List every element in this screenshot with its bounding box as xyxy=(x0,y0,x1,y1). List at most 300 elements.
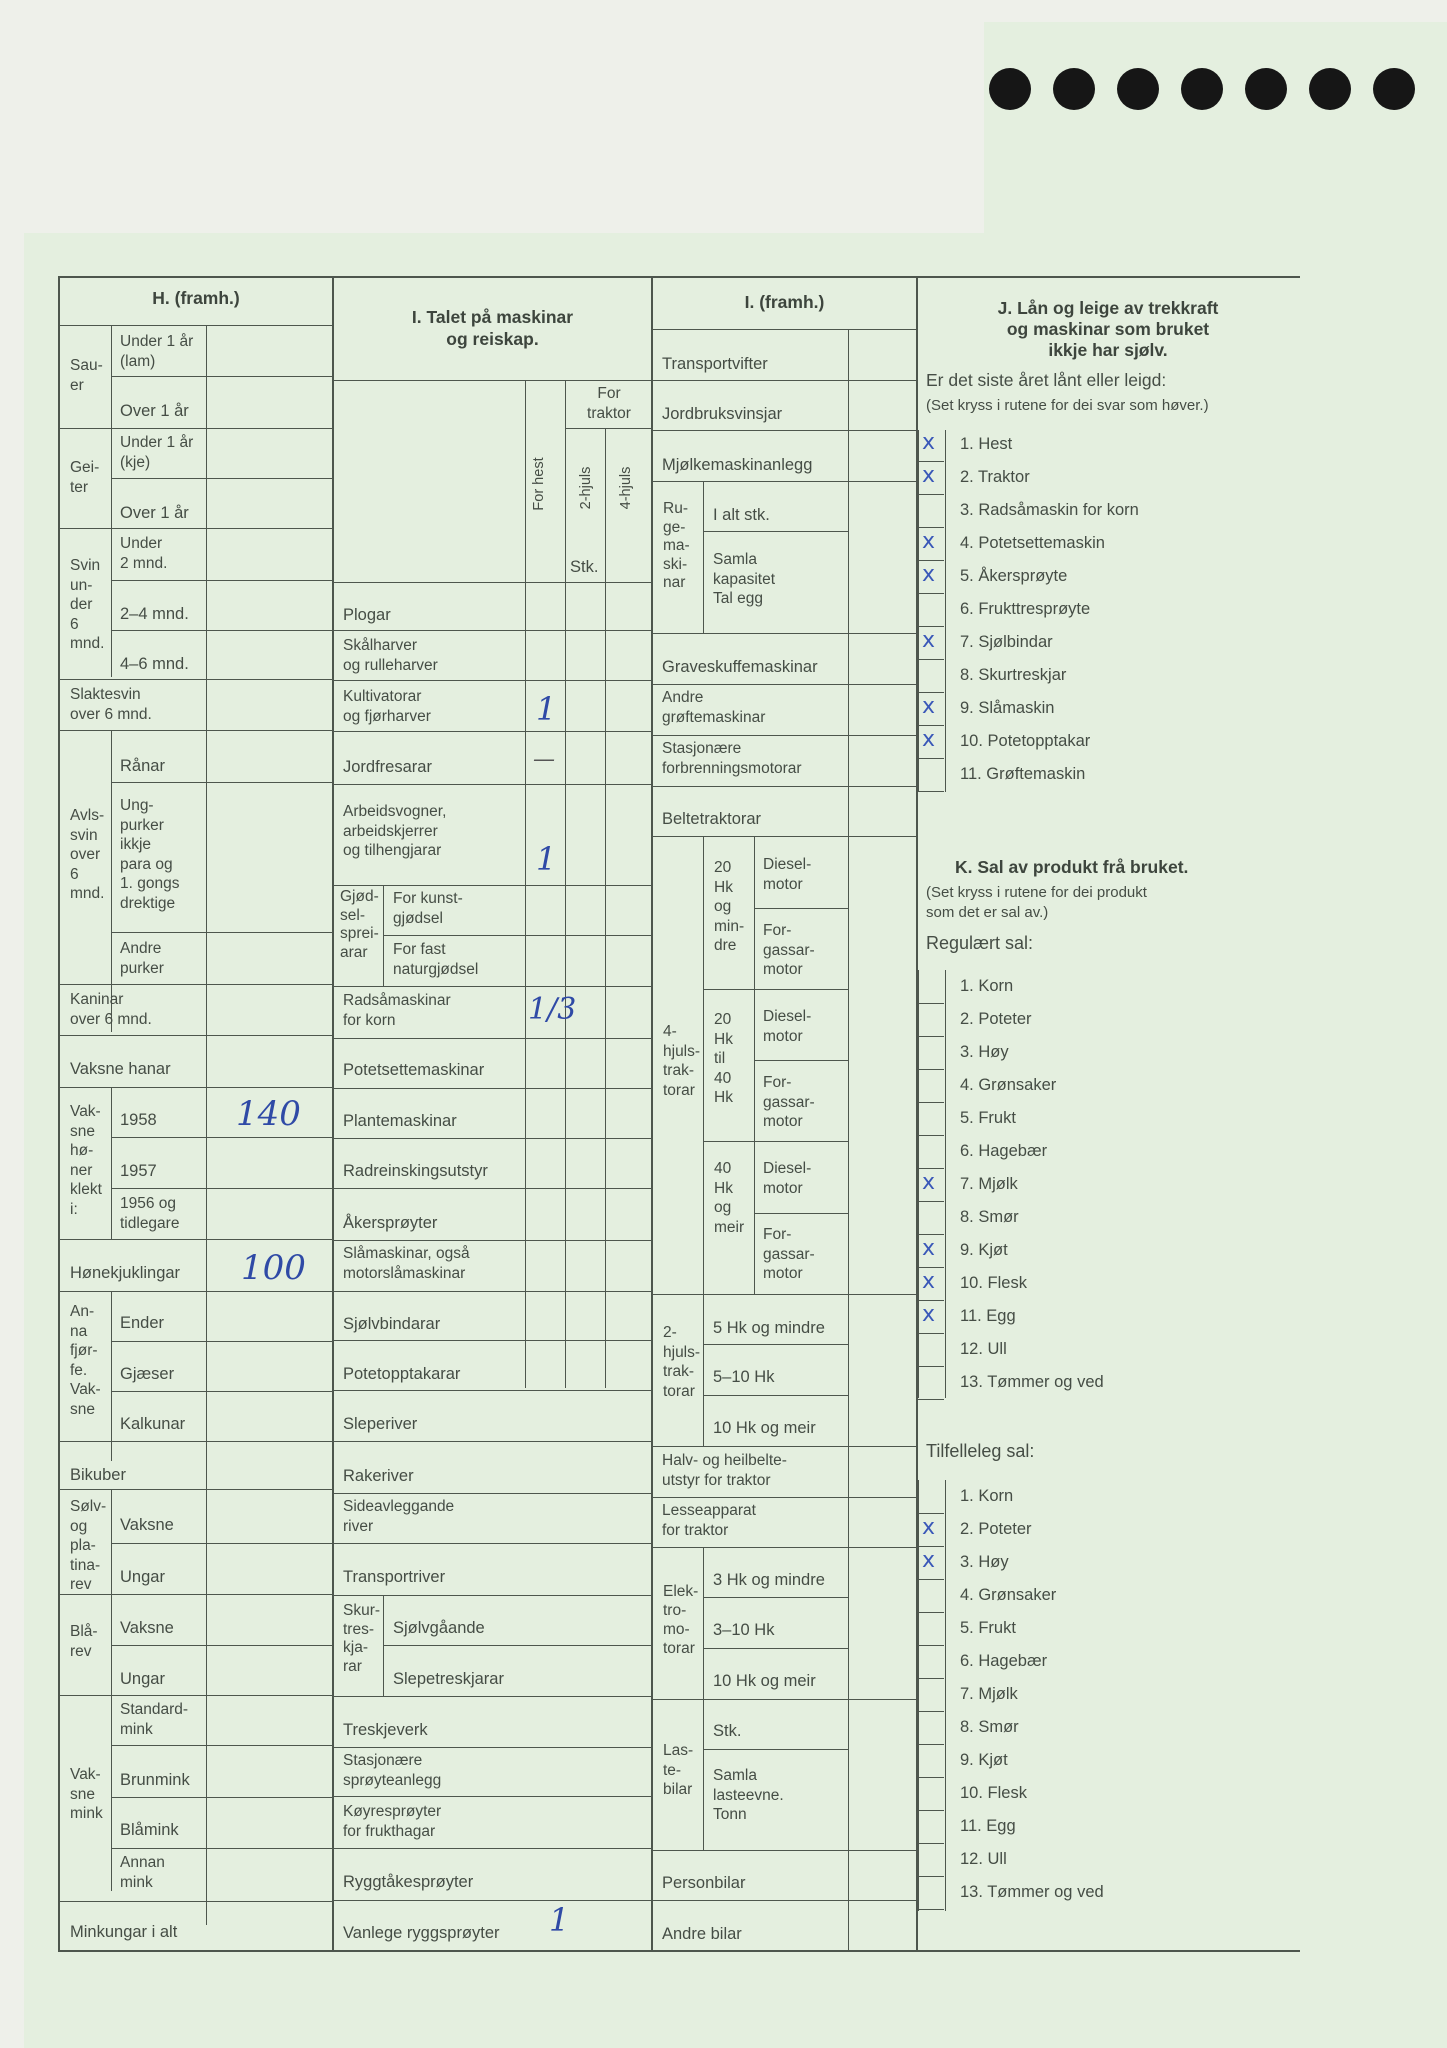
i2-hk-5-mindre: 5 Hk og mindre xyxy=(713,1319,825,1337)
column-divider xyxy=(651,276,653,1952)
list-item-label: 6. Hagebær xyxy=(960,1652,1048,1670)
list-item-label: 1. Korn xyxy=(960,977,1014,995)
h-year-1958: 1958 xyxy=(120,1111,157,1129)
list-item-label: 8. Smør xyxy=(960,1208,1019,1226)
i-col-stk: Stk. xyxy=(570,558,599,576)
punch-hole xyxy=(1309,68,1351,110)
list-item-label: 4. Grønsaker xyxy=(960,1586,1057,1604)
list-item-label: 8. Smør xyxy=(960,1718,1019,1736)
checkbox[interactable] xyxy=(918,1843,944,1876)
i2-andre-bilar: Andre bilar xyxy=(662,1925,742,1943)
rule xyxy=(58,984,332,985)
rule xyxy=(653,684,916,685)
i-akersproyter: Åkersprøyter xyxy=(343,1214,438,1232)
checkbox[interactable] xyxy=(918,970,944,1003)
handwritten-jordfresarar-dash: — xyxy=(533,747,555,772)
h-svin-under2: Under 2 mnd. xyxy=(120,535,168,572)
rule xyxy=(334,1390,651,1391)
rule xyxy=(703,1648,848,1649)
rule xyxy=(334,1188,651,1189)
h-kaninar: Kaninar over 6 mnd. xyxy=(70,991,152,1028)
handwritten-vanlege-rygg-value: 1 xyxy=(549,1901,570,1939)
i-potetsette: Potetsettemaskinar xyxy=(343,1061,485,1079)
h-gei-over1: Over 1 år xyxy=(120,504,189,522)
rule xyxy=(111,1188,332,1189)
h-vaksne-hanar: Vaksne hanar xyxy=(70,1060,171,1078)
h-blarev: Blå- rev xyxy=(70,1623,98,1660)
checkbox[interactable] xyxy=(918,1333,944,1366)
rule xyxy=(703,1547,704,1699)
rule xyxy=(334,1240,651,1241)
h-blamink: Blåmink xyxy=(120,1821,179,1839)
checkbox[interactable] xyxy=(918,1744,944,1777)
rule xyxy=(703,989,848,990)
h-mink: Vak- sne mink xyxy=(70,1766,103,1822)
rule xyxy=(703,1699,704,1851)
i2-4hjuls-traktorar: 4- hjuls- trak- torar xyxy=(663,1023,701,1099)
rule xyxy=(565,428,651,429)
rule xyxy=(111,478,332,479)
i2-lb-stk: Stk. xyxy=(713,1722,742,1740)
list-item-label: 13. Tømmer og ved xyxy=(960,1373,1104,1391)
punch-hole xyxy=(1053,68,1095,110)
list-item-label: 13. Tømmer og ved xyxy=(960,1883,1104,1901)
list-item-label: 4. Potetsettemaskin xyxy=(960,534,1105,552)
h-bla-ungar: Ungar xyxy=(120,1670,165,1688)
rule xyxy=(703,1395,848,1396)
rule xyxy=(703,1597,848,1598)
list-item-label: 11. Egg xyxy=(960,1307,1016,1325)
rule xyxy=(334,630,651,631)
checkbox-mark: x xyxy=(922,1548,936,1573)
rule xyxy=(754,1213,848,1214)
rule xyxy=(58,428,332,429)
handwritten-1958-value: 140 xyxy=(236,1094,301,1134)
h-year-1957: 1957 xyxy=(120,1162,157,1180)
i2-lastebilar: Las- te- bilar xyxy=(663,1742,694,1798)
h-year-1956: 1956 og tidlegare xyxy=(120,1195,180,1232)
list-item-label: 12. Ull xyxy=(960,1340,1007,1358)
checkbox[interactable] xyxy=(918,1810,944,1843)
i2-diesel-3: Diesel- motor xyxy=(763,1160,812,1197)
h-ungpurker: Ung- purker ikkje para og 1. gongs drektige xyxy=(120,797,180,912)
h-solv-ungar: Ungar xyxy=(120,1568,165,1586)
rule xyxy=(703,1141,848,1142)
rule xyxy=(703,531,848,532)
i-gjodsel: Gjød- sel- sprei- arar xyxy=(340,888,379,961)
i2-elektromotorar: Elek- tro- mo- torar xyxy=(663,1583,699,1657)
h-sauer: Sau- er xyxy=(70,357,103,394)
i2-beltetraktorar: Beltetraktorar xyxy=(662,810,762,828)
checkbox-mark: x xyxy=(922,1269,936,1294)
k-instruction: (Set kryss i rutene for dei produkt som det er sal av.) xyxy=(926,884,1147,921)
i-rakeriver: Rakeriver xyxy=(343,1467,414,1485)
i2-graveskuffe: Graveskuffemaskinar xyxy=(662,658,818,676)
rule xyxy=(334,1088,651,1089)
checkbox[interactable] xyxy=(918,659,944,692)
list-item-label: 9. Slåmaskin xyxy=(960,699,1055,717)
h-honekjuklingar: Hønekjuklingar xyxy=(70,1264,181,1282)
checkbox[interactable] xyxy=(918,593,944,626)
h-geiter: Gei- ter xyxy=(70,459,100,496)
i-title: I. Talet på maskinar og reiskap. xyxy=(411,307,574,349)
rule xyxy=(58,325,332,326)
rule xyxy=(754,1060,848,1061)
i-col-2hjuls: 2-hjuls xyxy=(578,466,594,510)
rule xyxy=(653,1850,916,1851)
i-kunstgjodsel: For kunst- gjødsel xyxy=(393,890,463,927)
list-item-label: 3. Høy xyxy=(960,1043,1009,1061)
list-item-label: 10. Flesk xyxy=(960,1784,1027,1802)
rule xyxy=(653,1497,916,1498)
rule xyxy=(58,1035,332,1036)
list-item-label: 6. Frukttresprøyte xyxy=(960,600,1091,618)
i-sleperiver: Sleperiver xyxy=(343,1415,418,1433)
i-naturgjodsel: For fast naturgjødsel xyxy=(393,941,479,978)
list-item-label: 2. Poteter xyxy=(960,1010,1032,1028)
checkbox[interactable] xyxy=(918,1003,944,1036)
i2-stasjonaere-motorar: Stasjonære forbrenningsmotorar xyxy=(662,740,802,777)
i2-hk-20-40: 20 Hk til 40 Hk xyxy=(714,1011,733,1106)
rule xyxy=(383,1645,651,1646)
i2-hk-10-meir: 10 Hk og meir xyxy=(713,1419,816,1437)
rule xyxy=(58,528,332,529)
paper-tab xyxy=(984,22,1447,237)
h-standardmink: Standard- mink xyxy=(120,1701,189,1738)
rule xyxy=(334,680,651,681)
rule xyxy=(111,376,332,377)
rule xyxy=(703,1749,848,1750)
list-item-label: 2. Poteter xyxy=(960,1520,1032,1538)
i2-andre-grofte: Andre grøftemaskinar xyxy=(662,689,766,726)
list-item-label: 9. Kjøt xyxy=(960,1241,1008,1259)
i-plantemaskinar: Plantemaskinar xyxy=(343,1112,457,1130)
h-ranar: Rånar xyxy=(120,757,165,775)
rule xyxy=(111,1645,332,1646)
k-regular-heading: Regulært sal: xyxy=(926,933,1034,953)
list-item-label: 2. Traktor xyxy=(960,468,1030,486)
i2-halvbelte: Halv- og heilbelte- utstyr for traktor xyxy=(662,1452,787,1489)
rule xyxy=(334,1848,651,1849)
group-divider xyxy=(111,730,112,1032)
list-item-label: 11. Egg xyxy=(960,1817,1016,1835)
rule xyxy=(111,1543,332,1544)
checkbox[interactable] xyxy=(918,1645,944,1678)
i2-hk-20-mindre: 20 Hk og min- dre xyxy=(714,859,745,954)
checkbox[interactable] xyxy=(918,1579,944,1612)
h-gjaser: Gjæser xyxy=(120,1365,175,1383)
rule xyxy=(111,1341,332,1342)
rule xyxy=(653,1294,916,1295)
i-col-hest: For hest xyxy=(531,457,547,511)
rule xyxy=(111,1745,332,1746)
rule xyxy=(334,1595,651,1596)
rule xyxy=(111,782,332,783)
list-item-label: 11. Grøftemaskin xyxy=(960,765,1086,783)
list-item-label: 10. Potetopptakar xyxy=(960,732,1091,750)
list-item-label: 4. Grønsaker xyxy=(960,1076,1057,1094)
i2-samla-kapasitet: Samla kapasitet Tal egg xyxy=(713,551,776,607)
h-anna-fjorfe: An- na fjør- fe. Vak- sne xyxy=(70,1303,101,1418)
rule xyxy=(334,1747,651,1748)
checkbox-mark: x xyxy=(922,463,936,488)
i-skurtreskjarar: Skur- tres- kja- rar xyxy=(343,1602,381,1675)
rule xyxy=(383,935,651,936)
rule xyxy=(334,986,651,987)
h-ender: Ender xyxy=(120,1314,165,1332)
h-avlssvin: Avls- svin over 6 mnd. xyxy=(70,807,105,902)
checkbox[interactable] xyxy=(918,1201,944,1234)
h-brunmink: Brunmink xyxy=(120,1771,190,1789)
checkbox[interactable] xyxy=(918,1876,944,1909)
group-divider xyxy=(111,1489,112,1891)
rule xyxy=(653,735,916,736)
handwritten-arbeidsvogner-value: 1 xyxy=(536,840,557,878)
punch-hole xyxy=(1117,68,1159,110)
rule xyxy=(653,1900,916,1901)
i2-title: I. (framh.) xyxy=(744,292,825,312)
i-arbeidsvogner: Arbeidsvogner, arbeidskjerrer og tilhengjarar xyxy=(343,803,447,859)
i2-el-10-meir: 10 Hk og meir xyxy=(713,1672,816,1690)
rule xyxy=(754,836,755,1294)
list-item-label: 1. Hest xyxy=(960,435,1013,453)
h-solv-vaksne: Vaksne xyxy=(120,1516,174,1534)
i-radsamaskinar: Radsåmaskinar for korn xyxy=(343,992,451,1029)
rule xyxy=(703,1294,704,1446)
handwritten-honekjuklingar-value: 100 xyxy=(241,1248,306,1288)
rule xyxy=(111,1797,332,1798)
group-divider xyxy=(111,1087,112,1239)
list-item-label: 3. Radsåmaskin for korn xyxy=(960,501,1139,519)
j-title: J. Lån og leige av trekkraft og maskinar som bruket ikkje har sjølv. xyxy=(997,298,1219,360)
i2-el-3-10: 3–10 Hk xyxy=(713,1621,775,1639)
rule xyxy=(703,836,704,1294)
rule xyxy=(703,1344,848,1345)
i-sideavleggande: Sideavleggande river xyxy=(343,1498,455,1535)
rule xyxy=(653,481,916,482)
i2-lb-samla: Samla lasteevne. Tonn xyxy=(713,1767,784,1823)
rule xyxy=(334,731,651,732)
handwritten-kultivatorar-value: 1 xyxy=(536,690,557,728)
checkbox-separator xyxy=(918,791,944,792)
list-item-label: 6. Hagebær xyxy=(960,1142,1048,1160)
j-instruction: (Set kryss i rutene for dei svar som høver.) xyxy=(926,397,1209,414)
checkbox[interactable] xyxy=(918,1480,944,1513)
checkbox-mark: x xyxy=(922,1170,936,1195)
rule xyxy=(653,786,916,787)
rule xyxy=(111,1137,332,1138)
checkbox[interactable] xyxy=(918,758,944,791)
i2-lesseapparat: Lesseapparat for traktor xyxy=(662,1502,756,1539)
rule xyxy=(653,1446,916,1447)
rule xyxy=(58,1087,332,1088)
handwritten-radsamaskinar-value: 1/3 xyxy=(528,992,577,1027)
k-title: K. Sal av produkt frå bruket. xyxy=(955,857,1189,877)
rule xyxy=(334,1038,651,1039)
i-stasjonaere-sproyte: Stasjonære sprøyteanlegg xyxy=(343,1752,442,1789)
rule xyxy=(334,1493,651,1494)
i2-hk-40-meir: 40 Hk og meir xyxy=(714,1160,745,1236)
h-bikuber: Bikuber xyxy=(70,1466,126,1484)
list-item-label: 12. Ull xyxy=(960,1850,1007,1868)
list-item-label: 7. Mjølk xyxy=(960,1175,1018,1193)
i-plogar: Plogar xyxy=(343,606,391,624)
k-occasional-heading: Tilfelleleg sal: xyxy=(926,1441,1035,1461)
checkbox-mark: x xyxy=(922,562,936,587)
checkbox-mark: x xyxy=(922,628,936,653)
h-kalkunar: Kalkunar xyxy=(120,1415,186,1433)
i-col-4hjuls: 4-hjuls xyxy=(618,466,634,510)
rule xyxy=(383,1595,384,1696)
checkbox[interactable] xyxy=(918,1711,944,1744)
i-kultivatorar: Kultivatorar og fjørharver xyxy=(343,688,431,725)
rule xyxy=(111,1391,332,1392)
i2-hk-5-10: 5–10 Hk xyxy=(713,1368,775,1386)
checkbox[interactable] xyxy=(918,1036,944,1069)
i-slepetreskjarar: Slepetreskjarar xyxy=(393,1670,504,1688)
checkbox[interactable] xyxy=(918,1102,944,1135)
i-sjolvgaande: Sjølvgåande xyxy=(393,1619,485,1637)
h-slaktesvin: Slaktesvin over 6 mnd. xyxy=(70,686,152,723)
punch-hole xyxy=(989,68,1031,110)
rule xyxy=(111,1848,332,1849)
group-divider xyxy=(111,1291,112,1461)
punch-hole xyxy=(1245,68,1287,110)
h-svin-4-6: 4–6 mnd. xyxy=(120,655,189,673)
rule xyxy=(653,380,916,381)
h-svin: Svin un- der 6 mnd. xyxy=(70,557,105,652)
col-2hjuls-divider xyxy=(565,380,566,1388)
checkbox-mark: x xyxy=(922,430,936,455)
h-solvrev: Sølv- og pla- tina- rev xyxy=(70,1498,107,1593)
i-sjolvbindarar: Sjølvbindarar xyxy=(343,1315,441,1333)
punch-hole xyxy=(1181,68,1223,110)
value-divider xyxy=(206,325,207,1925)
checkbox-mark: x xyxy=(922,1302,936,1327)
checkbox-separator xyxy=(918,1909,944,1910)
i-treskjeverk: Treskjeverk xyxy=(343,1721,428,1739)
rule xyxy=(111,580,332,581)
h-sau-over1: Over 1 år xyxy=(120,402,189,420)
rule xyxy=(334,885,651,886)
j-question: Er det siste året lånt eller leigd: xyxy=(926,370,1167,390)
i2-2hjuls-traktorar: 2- hjuls- trak- torar xyxy=(663,1324,701,1400)
checkbox[interactable] xyxy=(918,494,944,527)
checkbox-mark: x xyxy=(922,727,936,752)
checkbox[interactable] xyxy=(918,1366,944,1399)
rule xyxy=(58,730,332,731)
rule xyxy=(58,1489,332,1490)
checkbox[interactable] xyxy=(918,1612,944,1645)
checkbox-mark: x xyxy=(922,1236,936,1261)
i2-forgassar-1: For- gassar- motor xyxy=(763,922,815,978)
list-item-label: 1. Korn xyxy=(960,1487,1014,1505)
punch-hole xyxy=(1373,68,1415,110)
i-skalharver: Skålharver og rulleharver xyxy=(343,637,438,674)
list-item-label: 9. Kjøt xyxy=(960,1751,1008,1769)
rule xyxy=(58,1239,332,1240)
rule xyxy=(58,679,332,680)
rule xyxy=(334,1796,651,1797)
list-item-label: 3. Høy xyxy=(960,1553,1009,1571)
checkbox-mark: x xyxy=(922,529,936,554)
h-bla-vaksne: Vaksne xyxy=(120,1619,174,1637)
i-ryggtake: Ryggtåkesprøyter xyxy=(343,1873,474,1891)
i-slamaskinar: Slåmaskinar, også motorslåmaskinar xyxy=(343,1245,470,1282)
list-item-label: 7. Mjølk xyxy=(960,1685,1018,1703)
rule xyxy=(653,430,916,431)
rule xyxy=(111,932,332,933)
rule xyxy=(754,908,848,909)
rule xyxy=(334,380,651,381)
rule xyxy=(334,784,651,785)
i2-personbilar: Personbilar xyxy=(662,1874,746,1892)
i-col-traktor: For traktor xyxy=(587,385,631,422)
bottom-rule xyxy=(58,1950,1300,1952)
h-svin-2-4: 2–4 mnd. xyxy=(120,605,189,623)
i2-forgassar-3: For- gassar- motor xyxy=(763,1226,815,1282)
rule xyxy=(58,1291,332,1292)
rule xyxy=(653,329,916,330)
i2-el-3-mindre: 3 Hk og mindre xyxy=(713,1571,825,1589)
i-transportriver: Transportriver xyxy=(343,1568,446,1586)
list-item-label: 5. Åkersprøyte xyxy=(960,567,1068,585)
checkbox[interactable] xyxy=(918,1135,944,1168)
rule xyxy=(653,836,916,837)
checkbox[interactable] xyxy=(918,1777,944,1810)
column-divider xyxy=(332,276,334,1952)
h-andre-purker: Andre purker xyxy=(120,940,164,977)
rule xyxy=(111,630,332,631)
group-divider xyxy=(111,325,112,677)
value-divider xyxy=(848,329,849,1951)
rule xyxy=(653,1547,916,1548)
rule xyxy=(334,1441,651,1442)
rule xyxy=(58,1695,332,1696)
rule xyxy=(334,1340,651,1341)
rule xyxy=(703,481,704,633)
h-honer: Vak- sne hø- ner klekt i: xyxy=(70,1103,102,1218)
list-item-label: 10. Flesk xyxy=(960,1274,1027,1292)
h-annan-mink: Annan mink xyxy=(120,1854,165,1891)
list-item-label: 5. Frukt xyxy=(960,1619,1016,1637)
h-minkungar: Minkungar i alt xyxy=(70,1923,178,1941)
rule xyxy=(334,1696,651,1697)
rule xyxy=(653,633,916,634)
i2-i-alt-stk: I alt stk. xyxy=(713,506,770,524)
list-item-label: 5. Frukt xyxy=(960,1109,1016,1127)
rule xyxy=(334,1291,651,1292)
rule xyxy=(334,1900,651,1901)
list-item-label: 8. Skurtreskjar xyxy=(960,666,1067,684)
i2-diesel-1: Diesel- motor xyxy=(763,856,812,893)
checkbox[interactable] xyxy=(918,1069,944,1102)
h-title: H. (framh.) xyxy=(152,288,240,308)
rule xyxy=(653,1699,916,1700)
h-gei-under1: Under 1 år (kje) xyxy=(120,434,194,471)
rule xyxy=(334,1138,651,1139)
col-4hjuls-divider xyxy=(605,428,606,1388)
i2-transportvifter: Transportvifter xyxy=(662,355,768,373)
rule xyxy=(58,1901,332,1902)
top-rule xyxy=(58,276,1300,278)
checkbox-mark: x xyxy=(922,694,936,719)
i2-jordbruksvinsjar: Jordbruksvinsjar xyxy=(662,405,783,423)
rule xyxy=(383,885,384,986)
i-koyresproyter: Køyresprøyter for frukthagar xyxy=(343,1803,442,1840)
checkbox[interactable] xyxy=(918,1678,944,1711)
rule xyxy=(334,1543,651,1544)
